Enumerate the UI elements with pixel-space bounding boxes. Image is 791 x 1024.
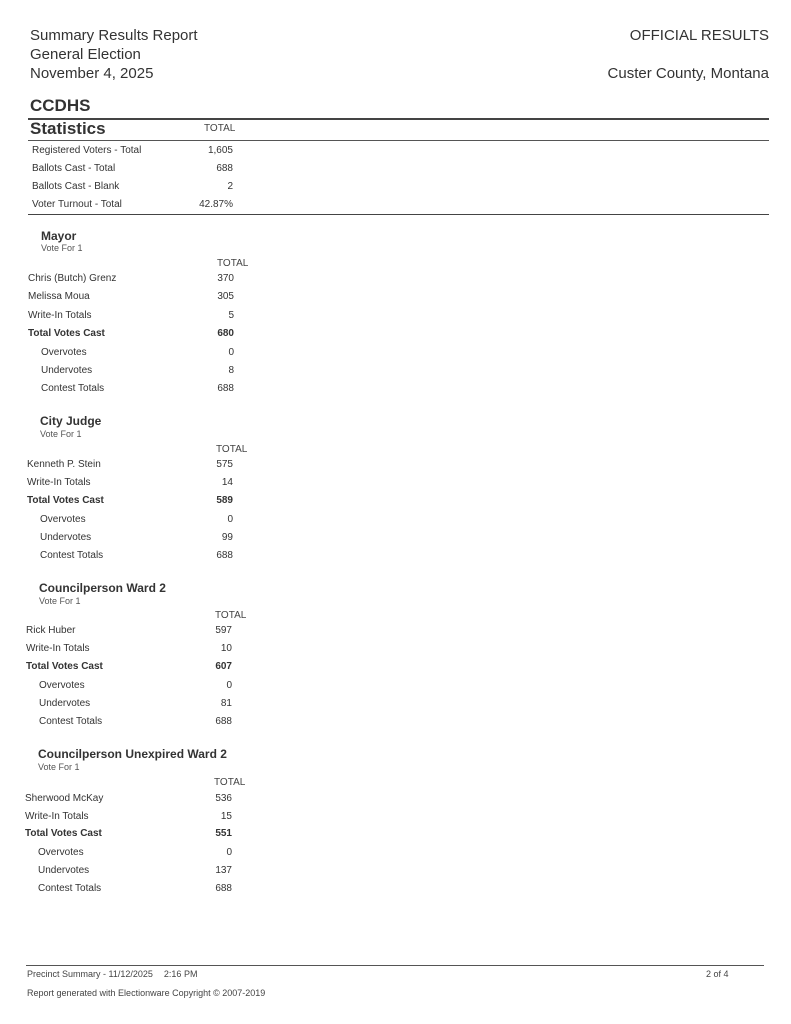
contest-totals-label: Contest Totals (39, 716, 103, 727)
write-in-votes: 5 (228, 310, 234, 321)
total-votes-value: 607 (215, 661, 232, 672)
undervotes-label: Undervotes (41, 365, 93, 376)
overvotes-value: 0 (227, 514, 233, 525)
candidate-votes: 370 (217, 273, 234, 284)
contest-totals-label: Contest Totals (41, 383, 105, 394)
election-date: November 4, 2025 (30, 65, 154, 82)
contest-totals-value: 688 (217, 383, 234, 394)
contest-totals-label: Contest Totals (38, 883, 102, 894)
overvotes-label: Overvotes (38, 847, 84, 858)
candidate-votes: 597 (215, 625, 232, 636)
candidate-name: Rick Huber (26, 625, 76, 636)
overvotes-value: 0 (228, 347, 234, 358)
contest-totals-value: 688 (216, 550, 233, 561)
undervotes-value: 137 (215, 865, 232, 876)
total-votes-label: Total Votes Cast (27, 495, 104, 506)
write-in-votes: 10 (220, 643, 232, 654)
contest-title-mayor: Mayor (41, 229, 77, 243)
undervotes-value: 81 (220, 698, 232, 709)
county-name: Custer County, Montana (607, 65, 769, 82)
total-votes-value: 589 (216, 495, 233, 506)
candidate-votes: 575 (216, 459, 233, 470)
election-name: General Election (30, 46, 141, 63)
overvotes-value: 0 (226, 680, 232, 691)
header-divider (28, 118, 769, 120)
candidate-name: Chris (Butch) Grenz (28, 273, 117, 284)
stat-label: Ballots Cast - Total (32, 163, 116, 174)
vote-for-label: Vote For 1 (38, 762, 80, 772)
contest-totals-value: 688 (215, 716, 232, 727)
stat-value: 2 (227, 181, 233, 192)
overvotes-label: Overvotes (39, 680, 85, 691)
statistics-bottom-divider (28, 214, 769, 215)
total-votes-label: Total Votes Cast (26, 661, 103, 672)
write-in-label: Write-In Totals (26, 643, 90, 654)
contest-title-councilperson-ward-2: Councilperson Ward 2 (39, 581, 166, 595)
contest-title-councilperson-unexpired-ward-2: Councilperson Unexpired Ward 2 (38, 747, 227, 761)
footer-time: 2:16 PM (163, 969, 198, 979)
total-votes-value: 680 (217, 328, 234, 339)
report-title: Summary Results Report (30, 27, 198, 44)
footer-summary (27, 969, 197, 979)
footer-divider (26, 965, 764, 966)
stat-value: 1,605 (207, 145, 233, 156)
overvotes-label: Overvotes (40, 514, 86, 525)
total-votes-value: 551 (215, 828, 232, 839)
precinct-name: CCDHS (30, 96, 91, 115)
statistics-total-header: TOTAL (204, 123, 236, 134)
undervotes-value: 99 (221, 532, 233, 543)
stat-value: 42.87% (199, 199, 233, 210)
candidate-name: Sherwood McKay (25, 793, 104, 804)
stat-label: Registered Voters - Total (32, 145, 142, 156)
official-results-label: OFFICIAL RESULTS (629, 27, 769, 44)
stat-value: 688 (216, 163, 233, 174)
overvotes-value: 0 (226, 847, 232, 858)
report-header (30, 26, 198, 83)
footer-copyright: Report generated with Electionware Copyright © 2007-2019 (27, 988, 266, 998)
candidate-votes: 305 (217, 291, 234, 302)
undervotes-label: Undervotes (39, 698, 91, 709)
contest-totals-label: Contest Totals (40, 550, 104, 561)
undervotes-value: 8 (228, 365, 234, 376)
write-in-votes: 15 (220, 811, 232, 822)
total-column-header: TOTAL (217, 258, 249, 269)
contest-title-city-judge: City Judge (40, 414, 102, 428)
candidate-name: Melissa Moua (28, 291, 90, 302)
write-in-votes: 14 (221, 477, 233, 488)
total-column-header: TOTAL (216, 444, 248, 455)
stat-label: Voter Turnout - Total (32, 199, 122, 210)
undervotes-label: Undervotes (40, 532, 92, 543)
candidate-votes: 536 (215, 793, 232, 804)
write-in-label: Write-In Totals (25, 811, 89, 822)
overvotes-label: Overvotes (41, 347, 87, 358)
total-votes-label: Total Votes Cast (28, 328, 105, 339)
candidate-name: Kenneth P. Stein (27, 459, 101, 470)
vote-for-label: Vote For 1 (39, 596, 81, 606)
contest-totals-value: 688 (215, 883, 232, 894)
vote-for-label: Vote For 1 (40, 429, 82, 439)
footer-summary-date: Precinct Summary - 11/12/2025 (27, 969, 153, 979)
page-number: 2 of 4 (706, 969, 729, 979)
undervotes-label: Undervotes (38, 865, 90, 876)
total-votes-label: Total Votes Cast (25, 828, 102, 839)
total-column-header: TOTAL (214, 777, 246, 788)
total-column-header: TOTAL (215, 610, 247, 621)
stat-label: Ballots Cast - Blank (32, 181, 120, 192)
write-in-label: Write-In Totals (28, 310, 92, 321)
vote-for-label: Vote For 1 (41, 243, 83, 253)
statistics-divider (28, 140, 769, 141)
write-in-label: Write-In Totals (27, 477, 91, 488)
statistics-title: Statistics (30, 119, 106, 138)
